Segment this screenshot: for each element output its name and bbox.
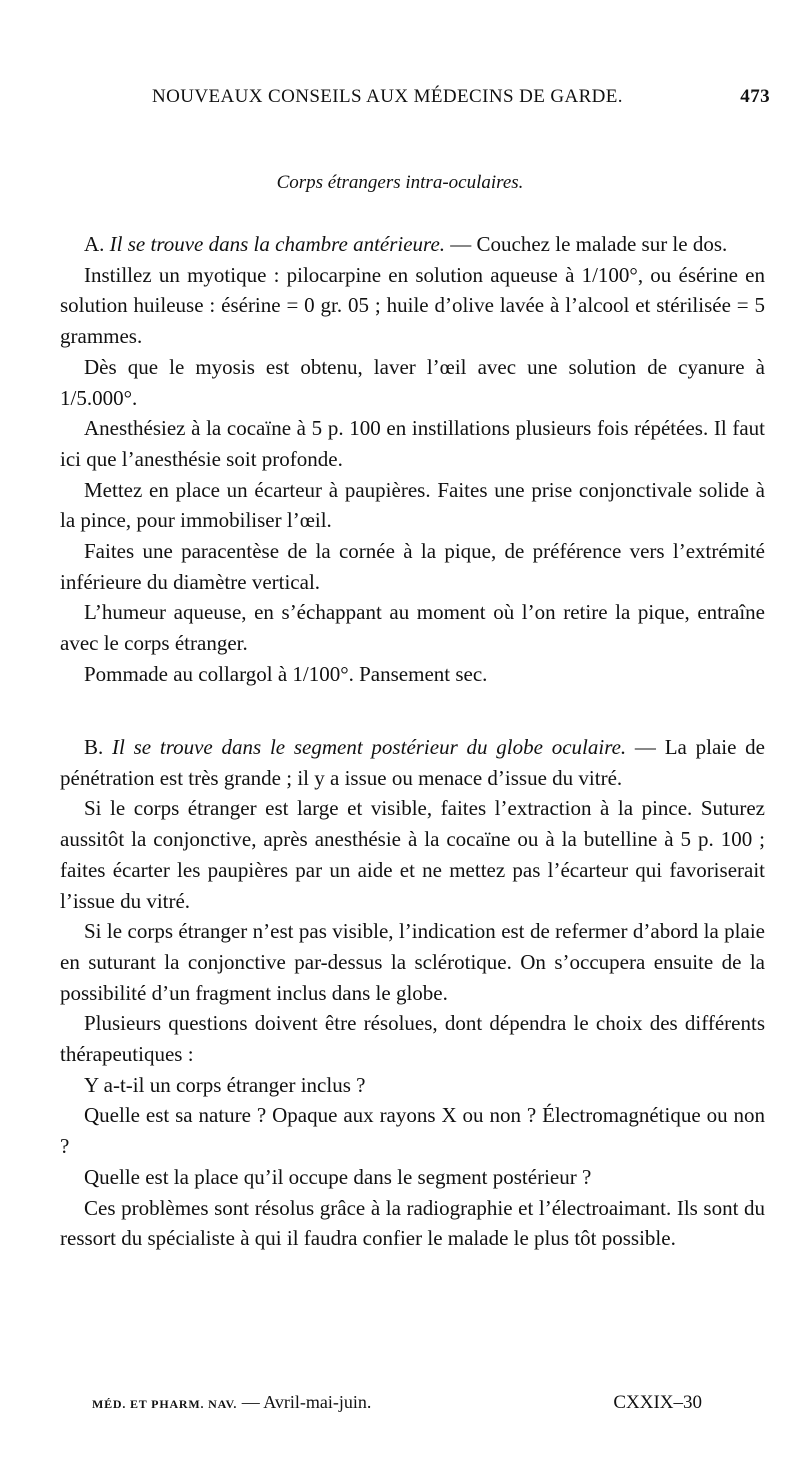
section-a-lead: Il se trouve dans la chambre antérieure. — [109, 232, 446, 256]
section-title: Corps étrangers intra-oculaires. — [276, 172, 524, 193]
section-b-marker: B. — [84, 735, 104, 759]
page-number: 473 — [740, 86, 770, 107]
paragraph: Pommade au collargol à 1/100°. Pansement sec. — [84, 661, 488, 686]
paragraph: Dès que le myosis est obtenu, laver l’œil avec une solution de cyanure à 1/5.000°. — [60, 354, 765, 410]
section-a-lead-rest: — Couchez le malade sur le dos. — [445, 232, 728, 256]
section-a-marker: A. — [84, 232, 105, 256]
section-a-intro — [60, 229, 765, 260]
footer-journal — [92, 1392, 371, 1413]
paragraph: Plusieurs questions doivent être résolues, dont dépendra le choix des différents thérapeutiques : — [60, 1011, 765, 1067]
paragraph: Y a-t-il un corps étranger inclus ? — [84, 1072, 366, 1097]
journal-abbreviation: MÉD. ET PHARM. NAV. — [92, 1397, 238, 1411]
page-footer — [92, 1392, 702, 1422]
paragraph: Si le corps étranger est large et visible, faites l’extraction à la pince. Suturez aussitôt la conjonctive, après anesthésie à la cocaïne ou à la butelline à 5 p. 100 ; faites écarter les paupières par un aide et ne mettez pas l’écarteur qui favoriserait l’issue du vitré. — [60, 796, 765, 913]
paragraph: Faites une paracentèse de la cornée à la pique, de préférence vers l’extrémité inférieure du diamètre vertical. — [60, 539, 765, 594]
paragraph: Anesthésiez à la cocaïne à 5 p. 100 en instillations plusieurs fois répétées. Il faut ici que l’anesthésie soit profonde. — [60, 416, 765, 471]
section-b-intro — [60, 732, 765, 793]
paragraph: Quelle est sa nature ? Opaque aux rayons X ou non ? Électromagnétique ou non ? — [60, 1103, 765, 1159]
paragraph: L’humeur aqueuse, en s’échappant au moment où l’on retire la pique, entraîne avec le corps étranger. — [60, 600, 765, 656]
section-b-lead-rest: — La plaie de pénétration est très grande ; il y a issue ou menace d’issue du vitré. — [60, 735, 766, 790]
section-a — [60, 229, 765, 690]
paragraph: Instillez un myotique : pilocarpine en solution aqueuse à 1/100°, ou ésérine en solution huileuse : ésérine = 0 gr. 05 ; huile d’olive lavée à l’alcool et stérilisée = 5 grammes. — [60, 262, 765, 349]
paragraph: Mettez en place un écarteur à paupières. Faites une prise conjonctivale solide à la pince, pour immobiliser l’œil. — [60, 477, 765, 533]
section-b-lead: Il se trouve dans le segment postérieur du globe oculaire. — [112, 735, 627, 759]
running-head — [60, 86, 770, 116]
section-b — [60, 732, 765, 1254]
paragraph: Ces problèmes sont résolus grâce à la radiographie et l’électroaimant. Ils sont du ressort du spécialiste à qui il faudra confier le malade le plus tôt possible. — [60, 1195, 765, 1251]
running-head-title: NOUVEAUX CONSEILS AUX MÉDECINS DE GARDE. — [152, 86, 623, 107]
paragraph: Quelle est la place qu’il occupe dans le segment postérieur ? — [84, 1164, 592, 1189]
paragraph: Si le corps étranger n’est pas visible, l’indication est de refermer d’abord la plaie en suturant la conjonctive par-dessus la sclérotique. On s’occupera ensuite de la possibilité d’un fragment inclus dans le globe. — [60, 919, 765, 1005]
printer-signature: CXXIX–30 — [613, 1392, 702, 1413]
journal-issue: — Avril-mai-juin. — [237, 1392, 372, 1412]
